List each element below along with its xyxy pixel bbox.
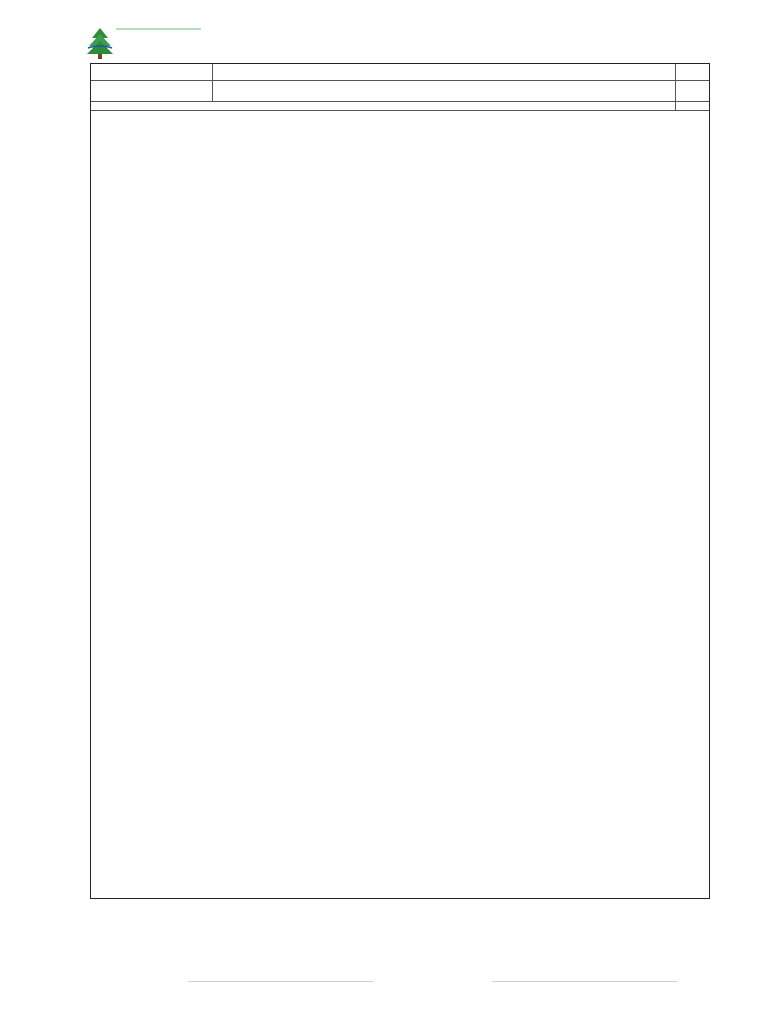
coopact-logo — [86, 24, 216, 64]
socio-field[interactable] — [212, 81, 675, 101]
fecha-field[interactable] — [212, 64, 675, 80]
check-cell[interactable] — [675, 102, 709, 110]
header-row-fecha — [91, 64, 709, 81]
check-cell[interactable] — [675, 64, 709, 80]
check-cell[interactable] — [675, 81, 709, 101]
tree-icon — [87, 28, 113, 59]
header-row-socio — [91, 81, 709, 102]
signature-line — [188, 981, 373, 982]
spacer-row — [91, 102, 709, 111]
signature-line — [492, 981, 677, 982]
checklist-table — [90, 63, 710, 899]
